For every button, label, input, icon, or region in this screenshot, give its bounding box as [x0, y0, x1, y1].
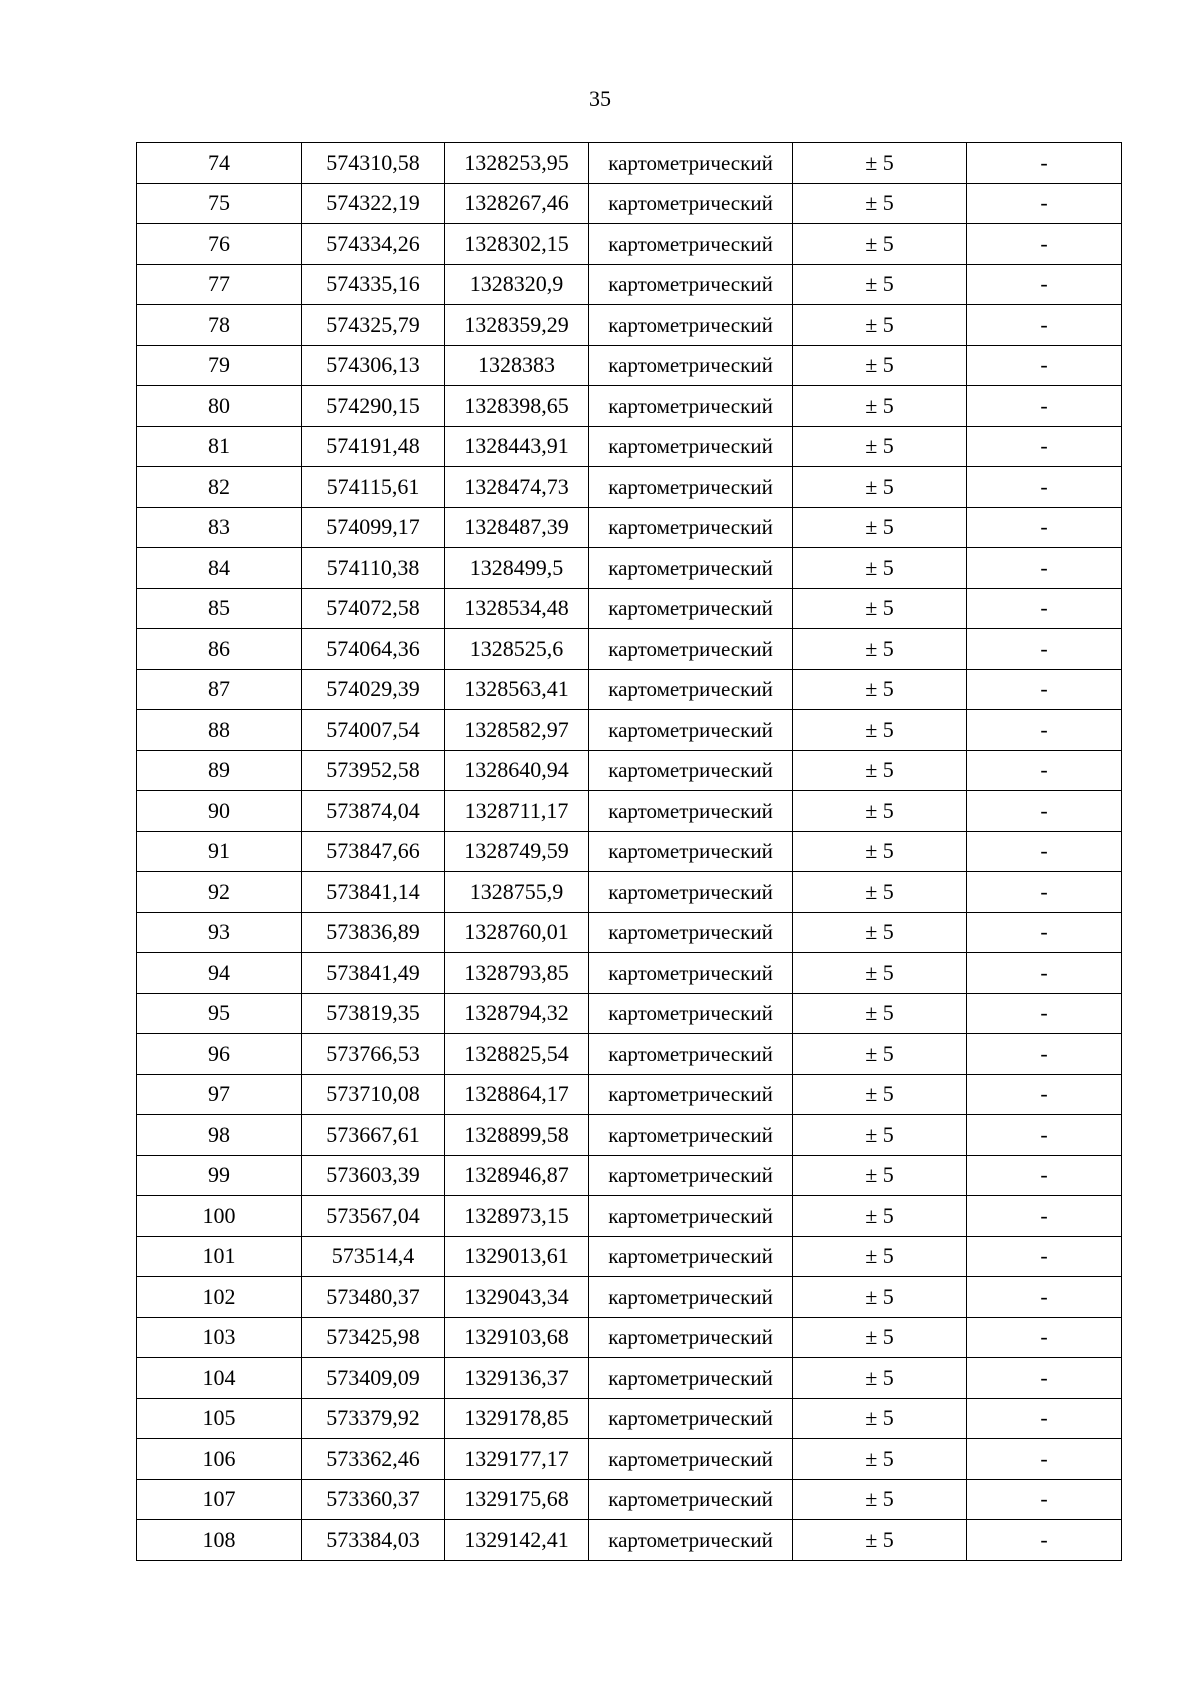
method-cell: картометрический [589, 791, 793, 832]
point-number-cell: 98 [137, 1115, 302, 1156]
table-row [137, 1398, 1122, 1439]
accuracy-cell: ± 5 [793, 669, 967, 710]
point-number-cell: 91 [137, 831, 302, 872]
note-cell: - [967, 791, 1122, 832]
accuracy-cell: ± 5 [793, 264, 967, 305]
x-coordinate-cell: 573667,61 [302, 1115, 445, 1156]
method-cell: картометрический [589, 993, 793, 1034]
method-cell: картометрический [589, 1479, 793, 1520]
table-row [137, 1479, 1122, 1520]
note-cell: - [967, 143, 1122, 184]
note-cell: - [967, 507, 1122, 548]
note-cell: - [967, 831, 1122, 872]
accuracy-cell: ± 5 [793, 1074, 967, 1115]
x-coordinate-cell: 574110,38 [302, 548, 445, 589]
note-cell: - [967, 953, 1122, 994]
method-cell: картометрический [589, 143, 793, 184]
accuracy-cell: ± 5 [793, 345, 967, 386]
x-coordinate-cell: 573847,66 [302, 831, 445, 872]
x-coordinate-cell: 574322,19 [302, 183, 445, 224]
x-coordinate-cell: 573766,53 [302, 1034, 445, 1075]
method-cell: картометрический [589, 588, 793, 629]
note-cell: - [967, 1479, 1122, 1520]
note-cell: - [967, 548, 1122, 589]
method-cell: картометрический [589, 1115, 793, 1156]
point-number-cell: 80 [137, 386, 302, 427]
point-number-cell: 81 [137, 426, 302, 467]
y-coordinate-cell: 1328899,58 [445, 1115, 589, 1156]
x-coordinate-cell: 573567,04 [302, 1196, 445, 1237]
point-number-cell: 87 [137, 669, 302, 710]
x-coordinate-cell: 573952,58 [302, 750, 445, 791]
note-cell: - [967, 629, 1122, 670]
point-number-cell: 94 [137, 953, 302, 994]
point-number-cell: 108 [137, 1520, 302, 1561]
accuracy-cell: ± 5 [793, 1034, 967, 1075]
accuracy-cell: ± 5 [793, 1317, 967, 1358]
table-row [137, 1520, 1122, 1561]
point-number-cell: 76 [137, 224, 302, 265]
accuracy-cell: ± 5 [793, 953, 967, 994]
note-cell: - [967, 1155, 1122, 1196]
table-row [137, 912, 1122, 953]
table-row [137, 1196, 1122, 1237]
point-number-cell: 90 [137, 791, 302, 832]
y-coordinate-cell: 1328640,94 [445, 750, 589, 791]
y-coordinate-cell: 1328443,91 [445, 426, 589, 467]
method-cell: картометрический [589, 507, 793, 548]
accuracy-cell: ± 5 [793, 1155, 967, 1196]
note-cell: - [967, 1520, 1122, 1561]
point-number-cell: 95 [137, 993, 302, 1034]
table-row [137, 872, 1122, 913]
accuracy-cell: ± 5 [793, 629, 967, 670]
y-coordinate-cell: 1328474,73 [445, 467, 589, 508]
table-row [137, 467, 1122, 508]
method-cell: картометрический [589, 386, 793, 427]
table-row [137, 1115, 1122, 1156]
y-coordinate-cell: 1328864,17 [445, 1074, 589, 1115]
point-number-cell: 104 [137, 1358, 302, 1399]
point-number-cell: 85 [137, 588, 302, 629]
y-coordinate-cell: 1328267,46 [445, 183, 589, 224]
note-cell: - [967, 912, 1122, 953]
x-coordinate-cell: 573514,4 [302, 1236, 445, 1277]
point-number-cell: 102 [137, 1277, 302, 1318]
y-coordinate-cell: 1328534,48 [445, 588, 589, 629]
accuracy-cell: ± 5 [793, 305, 967, 346]
table-row [137, 669, 1122, 710]
table-row [137, 791, 1122, 832]
method-cell: картометрический [589, 548, 793, 589]
x-coordinate-cell: 573409,09 [302, 1358, 445, 1399]
table-row [137, 750, 1122, 791]
method-cell: картометрический [589, 345, 793, 386]
point-number-cell: 107 [137, 1479, 302, 1520]
point-number-cell: 88 [137, 710, 302, 751]
point-number-cell: 100 [137, 1196, 302, 1237]
x-coordinate-cell: 573379,92 [302, 1398, 445, 1439]
y-coordinate-cell: 1329142,41 [445, 1520, 589, 1561]
method-cell: картометрический [589, 1358, 793, 1399]
x-coordinate-cell: 573836,89 [302, 912, 445, 953]
x-coordinate-cell: 573841,49 [302, 953, 445, 994]
y-coordinate-cell: 1329175,68 [445, 1479, 589, 1520]
point-number-cell: 89 [137, 750, 302, 791]
y-coordinate-cell: 1328582,97 [445, 710, 589, 751]
method-cell: картометрический [589, 831, 793, 872]
accuracy-cell: ± 5 [793, 386, 967, 427]
point-number-cell: 75 [137, 183, 302, 224]
y-coordinate-cell: 1328946,87 [445, 1155, 589, 1196]
note-cell: - [967, 426, 1122, 467]
note-cell: - [967, 669, 1122, 710]
method-cell: картометрический [589, 1520, 793, 1561]
y-coordinate-cell: 1329177,17 [445, 1439, 589, 1480]
table-row [137, 993, 1122, 1034]
y-coordinate-cell: 1328711,17 [445, 791, 589, 832]
accuracy-cell: ± 5 [793, 791, 967, 832]
x-coordinate-cell: 573362,46 [302, 1439, 445, 1480]
accuracy-cell: ± 5 [793, 1439, 967, 1480]
method-cell: картометрический [589, 426, 793, 467]
method-cell: картометрический [589, 629, 793, 670]
coordinates-table [136, 142, 1122, 1561]
y-coordinate-cell: 1328302,15 [445, 224, 589, 265]
note-cell: - [967, 1115, 1122, 1156]
y-coordinate-cell: 1329103,68 [445, 1317, 589, 1358]
method-cell: картометрический [589, 1236, 793, 1277]
note-cell: - [967, 305, 1122, 346]
note-cell: - [967, 386, 1122, 427]
note-cell: - [967, 993, 1122, 1034]
y-coordinate-cell: 1328760,01 [445, 912, 589, 953]
point-number-cell: 101 [137, 1236, 302, 1277]
accuracy-cell: ± 5 [793, 1358, 967, 1399]
x-coordinate-cell: 574306,13 [302, 345, 445, 386]
note-cell: - [967, 264, 1122, 305]
method-cell: картометрический [589, 912, 793, 953]
table-row [137, 305, 1122, 346]
note-cell: - [967, 1439, 1122, 1480]
accuracy-cell: ± 5 [793, 467, 967, 508]
point-number-cell: 83 [137, 507, 302, 548]
x-coordinate-cell: 573819,35 [302, 993, 445, 1034]
note-cell: - [967, 588, 1122, 629]
table-row [137, 548, 1122, 589]
note-cell: - [967, 1398, 1122, 1439]
method-cell: картометрический [589, 1196, 793, 1237]
note-cell: - [967, 1358, 1122, 1399]
note-cell: - [967, 1074, 1122, 1115]
table-row [137, 588, 1122, 629]
note-cell: - [967, 750, 1122, 791]
x-coordinate-cell: 574064,36 [302, 629, 445, 670]
method-cell: картометрический [589, 1439, 793, 1480]
table-row [137, 264, 1122, 305]
table-row [137, 426, 1122, 467]
note-cell: - [967, 345, 1122, 386]
point-number-cell: 99 [137, 1155, 302, 1196]
accuracy-cell: ± 5 [793, 1196, 967, 1237]
x-coordinate-cell: 574029,39 [302, 669, 445, 710]
x-coordinate-cell: 574290,15 [302, 386, 445, 427]
y-coordinate-cell: 1328487,39 [445, 507, 589, 548]
x-coordinate-cell: 574115,61 [302, 467, 445, 508]
method-cell: картометрический [589, 1277, 793, 1318]
method-cell: картометрический [589, 467, 793, 508]
point-number-cell: 79 [137, 345, 302, 386]
method-cell: картометрический [589, 183, 793, 224]
note-cell: - [967, 1236, 1122, 1277]
x-coordinate-cell: 574310,58 [302, 143, 445, 184]
table-row [137, 386, 1122, 427]
accuracy-cell: ± 5 [793, 507, 967, 548]
table-row [137, 1439, 1122, 1480]
accuracy-cell: ± 5 [793, 143, 967, 184]
accuracy-cell: ± 5 [793, 872, 967, 913]
y-coordinate-cell: 1328398,65 [445, 386, 589, 427]
y-coordinate-cell: 1329136,37 [445, 1358, 589, 1399]
x-coordinate-cell: 573425,98 [302, 1317, 445, 1358]
method-cell: картометрический [589, 710, 793, 751]
accuracy-cell: ± 5 [793, 183, 967, 224]
x-coordinate-cell: 573480,37 [302, 1277, 445, 1318]
y-coordinate-cell: 1329043,34 [445, 1277, 589, 1318]
table-row [137, 143, 1122, 184]
accuracy-cell: ± 5 [793, 1479, 967, 1520]
accuracy-cell: ± 5 [793, 224, 967, 265]
accuracy-cell: ± 5 [793, 750, 967, 791]
y-coordinate-cell: 1328755,9 [445, 872, 589, 913]
accuracy-cell: ± 5 [793, 831, 967, 872]
point-number-cell: 96 [137, 1034, 302, 1075]
accuracy-cell: ± 5 [793, 588, 967, 629]
y-coordinate-cell: 1328525,6 [445, 629, 589, 670]
note-cell: - [967, 872, 1122, 913]
y-coordinate-cell: 1328320,9 [445, 264, 589, 305]
note-cell: - [967, 710, 1122, 751]
x-coordinate-cell: 573841,14 [302, 872, 445, 913]
table-row [137, 1236, 1122, 1277]
table-row [137, 831, 1122, 872]
note-cell: - [967, 1317, 1122, 1358]
x-coordinate-cell: 574072,58 [302, 588, 445, 629]
note-cell: - [967, 1034, 1122, 1075]
method-cell: картометрический [589, 224, 793, 265]
y-coordinate-cell: 1328825,54 [445, 1034, 589, 1075]
point-number-cell: 74 [137, 143, 302, 184]
method-cell: картометрический [589, 669, 793, 710]
y-coordinate-cell: 1329013,61 [445, 1236, 589, 1277]
x-coordinate-cell: 573603,39 [302, 1155, 445, 1196]
method-cell: картометрический [589, 953, 793, 994]
y-coordinate-cell: 1328499,5 [445, 548, 589, 589]
point-number-cell: 77 [137, 264, 302, 305]
point-number-cell: 97 [137, 1074, 302, 1115]
x-coordinate-cell: 574335,16 [302, 264, 445, 305]
table-row [137, 1317, 1122, 1358]
point-number-cell: 86 [137, 629, 302, 670]
table-row [137, 1277, 1122, 1318]
table-row [137, 507, 1122, 548]
y-coordinate-cell: 1328359,29 [445, 305, 589, 346]
y-coordinate-cell: 1328793,85 [445, 953, 589, 994]
table-row [137, 1358, 1122, 1399]
accuracy-cell: ± 5 [793, 1277, 967, 1318]
method-cell: картометрический [589, 1398, 793, 1439]
table-row [137, 1034, 1122, 1075]
accuracy-cell: ± 5 [793, 1398, 967, 1439]
point-number-cell: 93 [137, 912, 302, 953]
table-row [137, 953, 1122, 994]
table-row [137, 629, 1122, 670]
method-cell: картометрический [589, 264, 793, 305]
point-number-cell: 78 [137, 305, 302, 346]
accuracy-cell: ± 5 [793, 426, 967, 467]
x-coordinate-cell: 574191,48 [302, 426, 445, 467]
point-number-cell: 106 [137, 1439, 302, 1480]
accuracy-cell: ± 5 [793, 912, 967, 953]
point-number-cell: 92 [137, 872, 302, 913]
accuracy-cell: ± 5 [793, 1115, 967, 1156]
method-cell: картометрический [589, 1074, 793, 1115]
note-cell: - [967, 467, 1122, 508]
method-cell: картометрический [589, 1317, 793, 1358]
x-coordinate-cell: 574099,17 [302, 507, 445, 548]
x-coordinate-cell: 574334,26 [302, 224, 445, 265]
accuracy-cell: ± 5 [793, 710, 967, 751]
method-cell: картометрический [589, 1034, 793, 1075]
point-number-cell: 103 [137, 1317, 302, 1358]
y-coordinate-cell: 1329178,85 [445, 1398, 589, 1439]
page-number: 35 [589, 86, 611, 111]
y-coordinate-cell: 1328973,15 [445, 1196, 589, 1237]
point-number-cell: 84 [137, 548, 302, 589]
table-row [137, 345, 1122, 386]
table-row [137, 710, 1122, 751]
table-row [137, 1074, 1122, 1115]
x-coordinate-cell: 574325,79 [302, 305, 445, 346]
method-cell: картометрический [589, 305, 793, 346]
x-coordinate-cell: 574007,54 [302, 710, 445, 751]
y-coordinate-cell: 1328383 [445, 345, 589, 386]
note-cell: - [967, 183, 1122, 224]
accuracy-cell: ± 5 [793, 548, 967, 589]
y-coordinate-cell: 1328253,95 [445, 143, 589, 184]
point-number-cell: 82 [137, 467, 302, 508]
table-row [137, 1155, 1122, 1196]
x-coordinate-cell: 573384,03 [302, 1520, 445, 1561]
method-cell: картометрический [589, 1155, 793, 1196]
point-number-cell: 105 [137, 1398, 302, 1439]
y-coordinate-cell: 1328749,59 [445, 831, 589, 872]
note-cell: - [967, 1196, 1122, 1237]
y-coordinate-cell: 1328563,41 [445, 669, 589, 710]
accuracy-cell: ± 5 [793, 993, 967, 1034]
table-row [137, 224, 1122, 265]
accuracy-cell: ± 5 [793, 1236, 967, 1277]
note-cell: - [967, 1277, 1122, 1318]
table-row [137, 183, 1122, 224]
x-coordinate-cell: 573360,37 [302, 1479, 445, 1520]
method-cell: картометрический [589, 872, 793, 913]
x-coordinate-cell: 573710,08 [302, 1074, 445, 1115]
coordinates-table-body [137, 143, 1122, 1561]
x-coordinate-cell: 573874,04 [302, 791, 445, 832]
y-coordinate-cell: 1328794,32 [445, 993, 589, 1034]
accuracy-cell: ± 5 [793, 1520, 967, 1561]
method-cell: картометрический [589, 750, 793, 791]
note-cell: - [967, 224, 1122, 265]
